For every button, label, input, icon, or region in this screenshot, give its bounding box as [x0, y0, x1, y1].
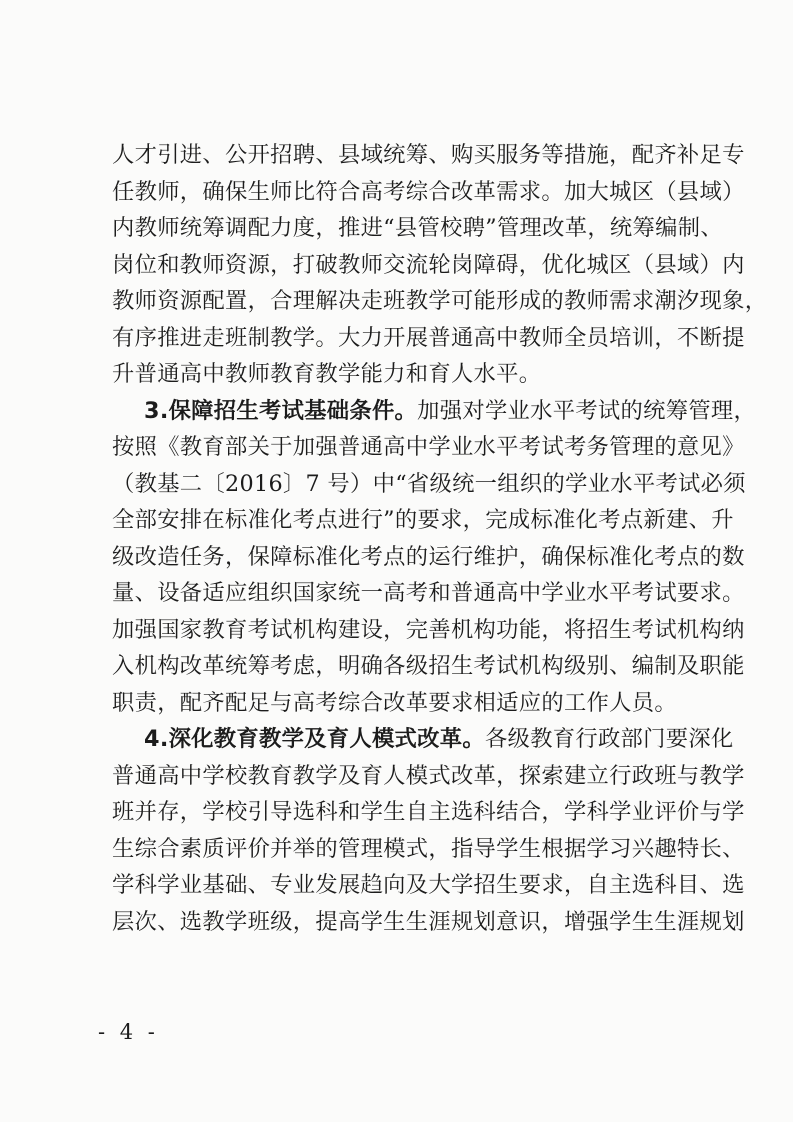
paragraph-line: 加强国家教育考试机构建设，完善机构功能，将招生考试机构纳: [112, 616, 745, 643]
paragraph-line: 按照《教育部关于加强普通高中学业水平考试考务管理的意见》: [112, 434, 745, 460]
section-3-first-line: [112, 393, 757, 430]
paragraph-line: 职责，配齐配足与高考综合改革要求相适应的工作人员。: [112, 689, 677, 716]
paragraph-line: 任教师，确保生师比符合高考综合改革需求。加大城区（县域）: [112, 178, 745, 205]
paragraph-line: 教师资源配置，合理解决走班教学可能形成的教师需求潮汐现象，: [112, 288, 768, 314]
paragraph-line: 层次、选教学班级，提高学生生涯规划意识，增强学生生涯规划: [112, 908, 745, 935]
section-heading-4: 4.深化教育教学及育人模式改革。: [144, 726, 485, 752]
section-heading-3: 3.保障招生考试基础条件。: [144, 397, 418, 424]
paragraph-line: 全部安排在标准化考点进行”的要求，完成标准化考点新建、升: [112, 507, 734, 533]
paragraph-line: 岗位和教师资源，打破教师交流轮岗障碍，优化城区（县域）内: [112, 251, 745, 278]
paragraph-line: 人才引进、公开招聘、县域统筹、购买服务等措施，配齐补足专: [112, 142, 745, 168]
paragraph-text: 加强对学业水平考试的统筹管理，: [417, 397, 757, 424]
section-4-first-line: [112, 721, 734, 758]
paragraph-line: 内教师统筹调配力度，推进“县管校聘”管理改革，统筹编制、: [112, 215, 723, 241]
paragraph-line: 班并存，学校引导选科和学生自主选科结合，学科学业评价与学: [112, 799, 745, 825]
paragraph-line: 入机构改革统筹考虑，明确各级招生考试机构级别、编制及职能: [112, 653, 745, 679]
paragraph-line: 级改造任务，保障标准化考点的运行维护，确保标准化考点的数: [112, 543, 745, 570]
paragraph-line: 升普通高中教师教育教学能力和育人水平。: [112, 361, 542, 387]
paragraph-line: 生综合素质评价并举的管理模式，指导学生根据学习兴趣特长、: [112, 835, 745, 862]
paragraph-line: 学科学业基础、专业发展趋向及大学招生要求，自主选科目、选: [112, 872, 745, 898]
document-body: [112, 137, 768, 940]
paragraph-text: 各级教育行政部门要深化: [484, 726, 734, 752]
paragraph-line: 普通高中学校教育教学及育人模式改革，探索建立行政班与教学: [112, 762, 745, 789]
page-number: - 4 -: [98, 1020, 159, 1044]
paragraph-line: 有序推进走班制教学。大力开展普通高中教师全员培训，不断提: [112, 324, 745, 351]
paragraph-line: 量、设备适应组织国家统一高考和普通高中学业水平考试要求。: [112, 580, 745, 606]
paragraph-line: （教基二〔2016〕7 号）中“省级统一组织的学业水平考试必须: [112, 470, 746, 497]
